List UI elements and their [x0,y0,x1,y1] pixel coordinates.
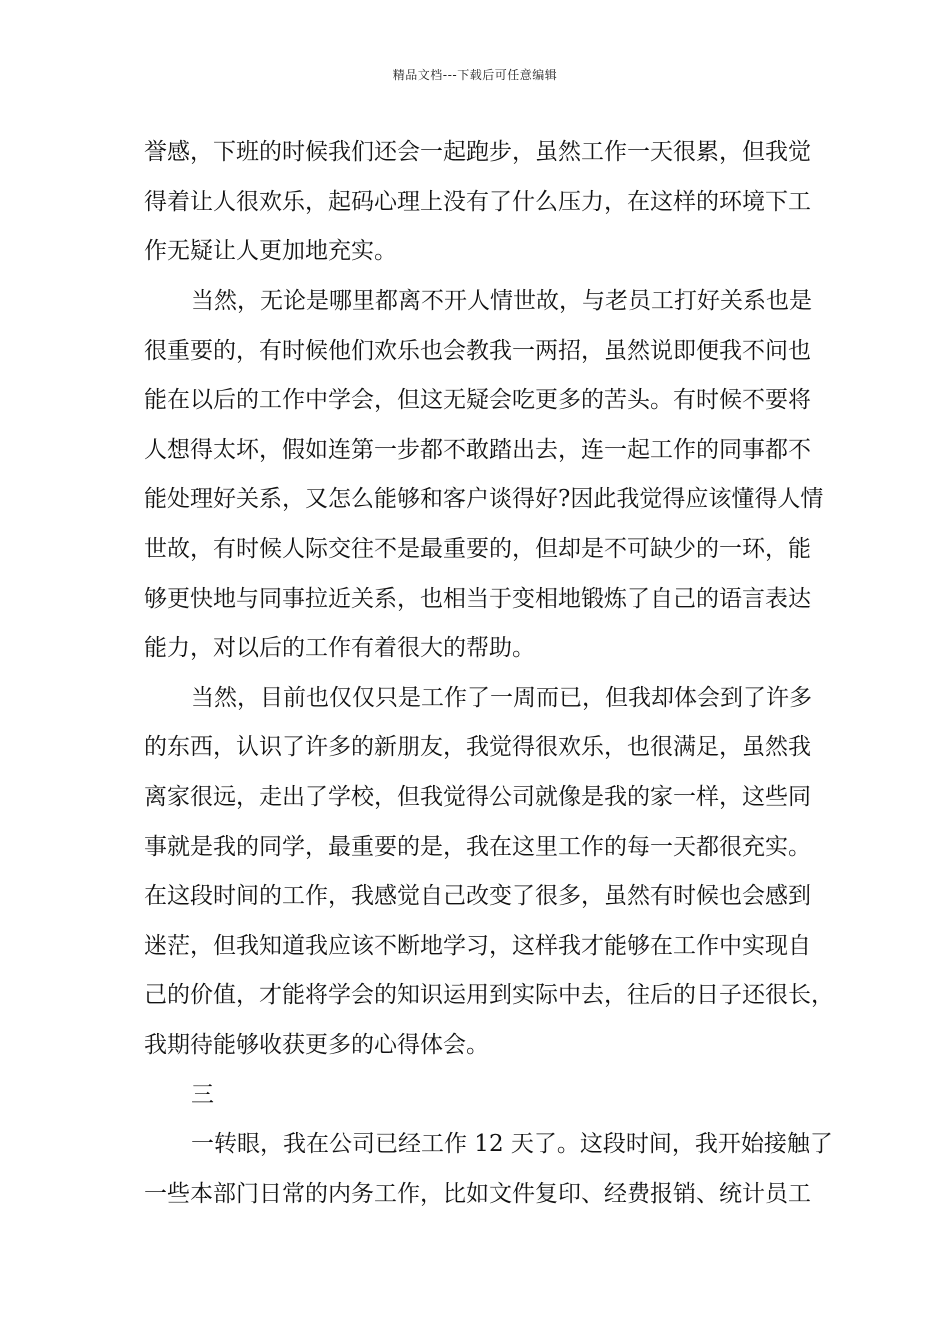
body-line: 世故，有时候人际交往不是最重要的，但却是不可缺少的一环，能 [144,536,811,562]
body-line: 离家很远，走出了学校，但我觉得公司就像是我的家一样，这些同 [144,784,811,810]
body-line: 能在以后的工作中学会，但这无疑会吃更多的苦头。有时候不要将 [144,387,811,413]
body-line: 誉感，下班的时候我们还会一起跑步，虽然工作一天很累，但我觉 [144,139,811,165]
section-heading: 三 [191,1082,214,1108]
body-line: 得着让人很欢乐，起码心理上没有了什么压力，在这样的环境下工 [144,189,811,215]
body-line: 我期待能够收获更多的心得体会。 [144,1032,489,1058]
body-line: 事就是我的同学，最重要的是，我在这里工作的每一天都很充实。 [144,834,811,860]
body-line: 很重要的，有时候他们欢乐也会教我一两招，虽然说即便我不问也 [144,338,811,364]
body-line: 人想得太坏，假如连第一步都不敢踏出去，连一起工作的同事都不 [144,437,811,463]
body-line: 能力，对以后的工作有着很大的帮助。 [144,635,535,661]
body-line: 己的价值，才能将学会的知识运用到实际中去，往后的日子还很长， [144,982,834,1008]
page-header: 精品文档---下载后可任意编辑 [392,68,558,82]
body-line: 作无疑让人更加地充实。 [144,238,397,264]
body-line: 迷茫，但我知道我应该不断地学习，这样我才能够在工作中实现自 [144,933,811,959]
paragraph-first-line: 当然，无论是哪里都离不开人情世故，与老员工打好关系也是 [191,288,812,314]
body-line: 一些本部门日常的内务工作，比如文件复印、经费报销、统计员工 [144,1181,811,1207]
paragraph-first-line: 一转眼，我在公司已经工作 12 天了。这段时间，我开始接触了 [191,1131,833,1157]
body-line: 在这段时间的工作，我感觉自己改变了很多，虽然有时候也会感到 [144,883,811,909]
paragraph-first-line: 当然，目前也仅仅只是工作了一周而已，但我却体会到了许多 [191,685,812,711]
body-line: 够更快地与同事拉近关系，也相当于变相地锻炼了自己的语言表达 [144,586,811,612]
body-line: 能处理好关系，又怎么能够和客户谈得好?因此我觉得应该懂得人情 [144,486,824,512]
body-line: 的东西，认识了许多的新朋友，我觉得很欢乐，也很满足，虽然我 [144,734,811,760]
